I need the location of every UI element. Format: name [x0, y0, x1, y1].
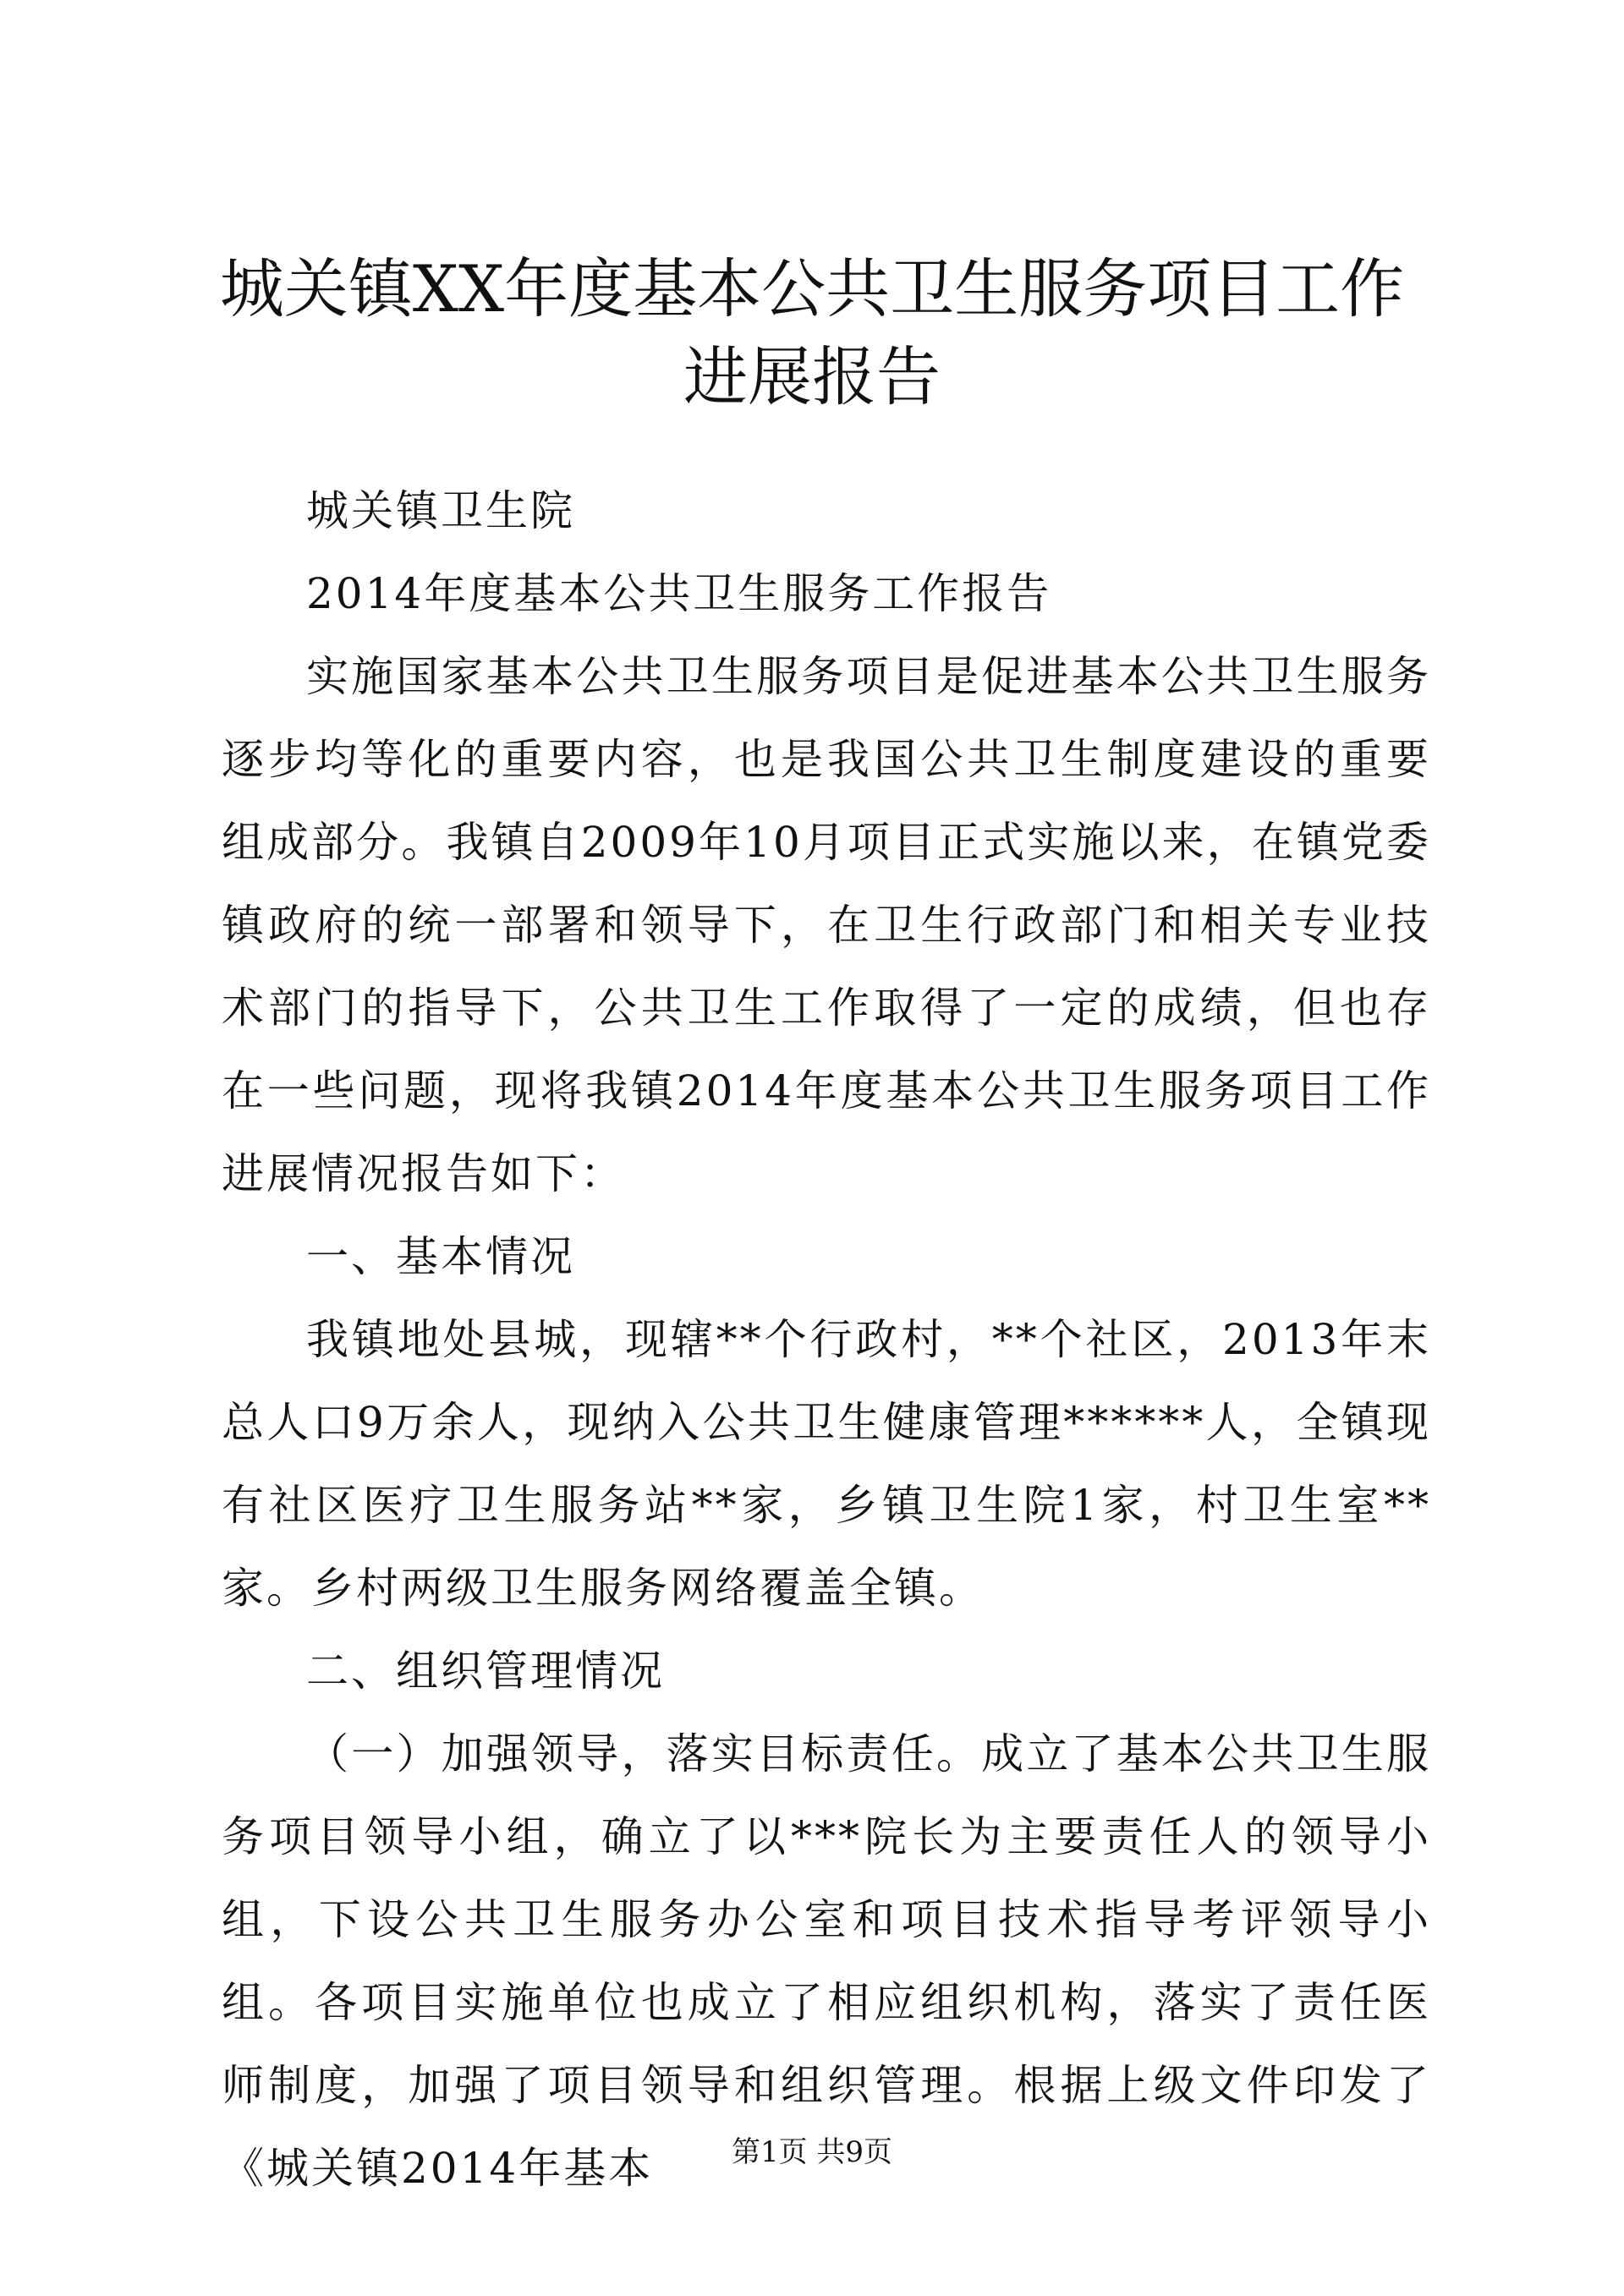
- paragraph-report-subtitle: 2014年度基本公共卫生服务工作报告: [306, 569, 1052, 618]
- paragraph-org-name: 城关镇卫生院: [306, 486, 575, 535]
- paragraph-intro: 实施国家基本公共卫生服务项目是促进基本公共卫生服务逐步均等化的重要内容，也是我国公共卫生制度建设的重要组成部分。我镇自2009年10月项目正式实施以来，在镇党委镇政府的统一部署和领导下，在卫生行政部门和相关专业技术部门的指导下，公共卫生工作取得了一定的成绩，但也存在一些问题，现将我镇2014年度基本公共卫生服务项目工作进展情况报告如下：: [222, 652, 1431, 1198]
- page-footer: 第1页 共9页: [731, 2135, 893, 2169]
- document-body: [222, 469, 1431, 2210]
- paragraph-leadership: （一）加强领导，落实目标责任。成立了基本公共卫生服务项目领导小组，确立了以***院长为主要责任人的领导小组，下设公共卫生服务办公室和项目技术指导考评领导小组。各项目实施单位也成立了相应组织机构，落实了责任医师制度，加强了项目领导和组织管理。根据上级文件印发了《城关镇2014年基本: [222, 1729, 1431, 2193]
- heading-basic-situation: 一、基本情况: [306, 1232, 575, 1281]
- paragraph-basic-situation: 我镇地处县城，现辖**个行政村，**个社区，2013年末总人口9万余人，现纳入公共卫生健康管理******人，全镇现有社区医疗卫生服务站**家，乡镇卫生院1家，村卫生室**家。乡村两级卫生服务网络覆盖全镇。: [222, 1315, 1431, 1613]
- heading-organization-management: 二、组织管理情况: [306, 1647, 665, 1696]
- document-title: 城关镇XX年度基本公共卫生服务项目工作进展报告: [219, 251, 1405, 414]
